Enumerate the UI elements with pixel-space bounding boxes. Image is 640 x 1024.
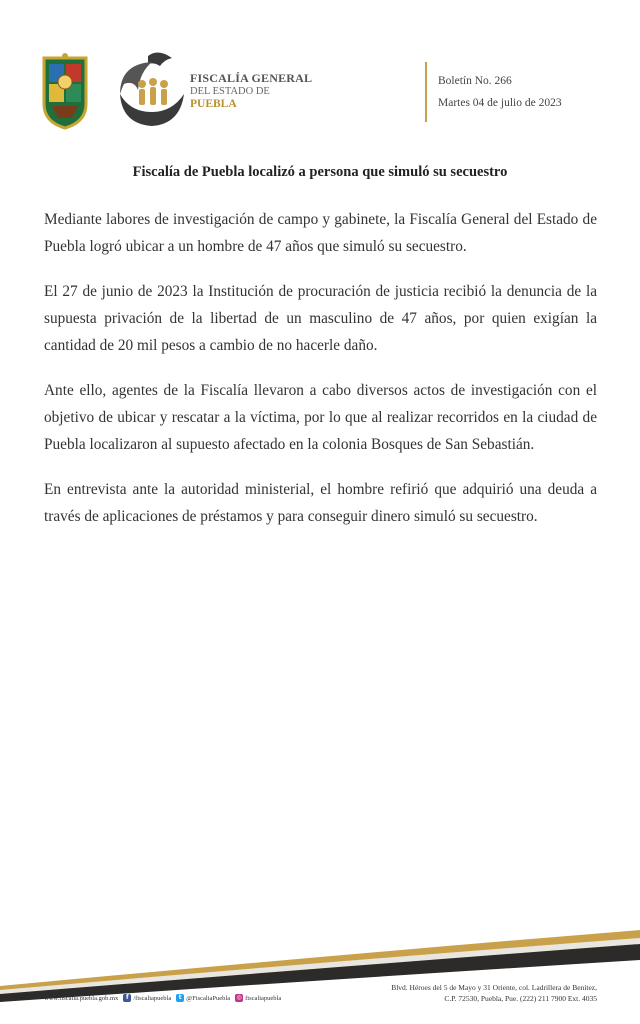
fiscalia-logo-text <box>190 72 320 111</box>
fiscalia-logo-icon <box>112 50 192 130</box>
bulletin-date: Martes 04 de julio de 2023 <box>438 97 562 109</box>
header-divider <box>425 62 427 122</box>
facebook-handle[interactable]: /fiscaliapuebla <box>133 994 172 1002</box>
footer-contact-links <box>44 994 281 1002</box>
logo-line-2: DEL ESTADO DE <box>190 86 270 97</box>
address-line-2: C.P. 72530, Puebla, Pue. (222) 211 7900 Ext. 4035 <box>444 994 597 1003</box>
footer-address <box>377 982 597 1004</box>
twitter-icon[interactable]: t <box>176 994 184 1002</box>
paragraph-1: Mediante labores de investigación de campo y gabinete, la Fiscalía General del Estado de Puebla logró ubicar a un hombre de 47 años que simuló su secuestro. <box>44 211 597 255</box>
instagram-handle[interactable]: fiscaliapuebla <box>245 994 282 1002</box>
twitter-handle[interactable]: @FiscaliaPuebla <box>186 994 231 1002</box>
press-release-title: Fiscalía de Puebla localizó a persona que simuló su secuestro <box>132 164 508 180</box>
address-line-1: Blvd. Héroes del 5 de Mayo y 31 Oriente, col. Ladrillera de Benítez, <box>391 983 597 992</box>
facebook-icon[interactable]: f <box>123 994 131 1002</box>
instagram-icon[interactable]: ◎ <box>236 994 242 1001</box>
paragraph-3: Ante ello, agentes de la Fiscalía llevaron a cabo diversos actos de investigación con el objetivo de ubicar y rescatar a la víctima, por lo que al realizar recorridos en la ciudad de Puebla localizaron al supuesto afectado en la colonia Bosques de San Sebastián. <box>44 382 597 453</box>
state-coat-of-arms-icon <box>40 52 90 130</box>
website-link[interactable]: www.fiscalia.puebla.gob.mx <box>44 994 119 1002</box>
bulletin-number: Boletín No. 266 <box>438 75 512 87</box>
paragraph-2: El 27 de junio de 2023 la Institución de procuración de justicia recibió la denuncia de la supuesta privación de la libertad de un masculino de 47 años, por quien exigían la cantidad de 20 mil pesos a cambio de no hacerle daño. <box>44 283 597 354</box>
paragraph-4: En entrevista ante la autoridad ministerial, el hombre refirió que adquirió una deuda a través de aplicaciones de préstamos y para conseguir dinero simuló su secuestro. <box>44 481 597 525</box>
footer-decoration <box>0 920 640 1024</box>
document-header <box>0 0 640 140</box>
logo-line-3: PUEBLA <box>190 98 237 110</box>
bulletin-info <box>438 70 562 114</box>
logo-line-1: FISCALÍA GENERAL <box>190 71 313 85</box>
press-release-body <box>44 206 597 548</box>
